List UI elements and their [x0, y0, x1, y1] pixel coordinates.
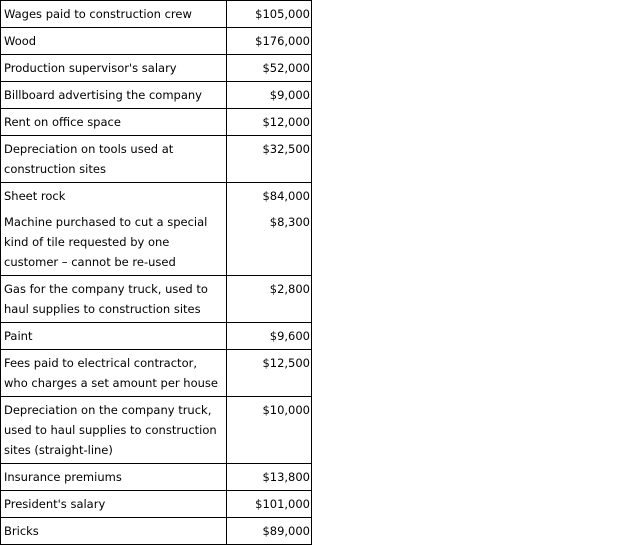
cost-item-amount: $12,500 [227, 350, 312, 397]
table-row [1, 1, 312, 28]
cost-item-label: Sheet rock [1, 183, 227, 210]
cost-item-amount: $12,000 [227, 109, 312, 136]
cost-item-amount: $52,000 [227, 55, 312, 82]
table-row [1, 82, 312, 109]
cost-item-amount: $176,000 [227, 28, 312, 55]
cost-item-label: Billboard advertising the company [1, 82, 227, 109]
cost-item-amount: $101,000 [227, 491, 312, 518]
table-row [1, 518, 312, 545]
cost-item-amount: $89,000 [227, 518, 312, 545]
table-row [1, 183, 312, 210]
cost-item-label: Depreciation on tools used at construction sites [1, 136, 227, 183]
cost-item-label: Wood [1, 28, 227, 55]
table-row [1, 28, 312, 55]
cost-item-label: Paint [1, 323, 227, 350]
cost-item-amount: $13,800 [227, 464, 312, 491]
cost-item-label: Fees paid to electrical contractor, who charges a set amount per house [1, 350, 227, 397]
table-row [1, 491, 312, 518]
cost-item-label: Machine purchased to cut a special kind of tile requested by one customer – cannot be re-used [1, 209, 227, 276]
cost-item-label: Depreciation on the company truck, used to haul supplies to construction sites (straight-line) [1, 397, 227, 464]
table-row [1, 464, 312, 491]
table-row [1, 276, 312, 323]
table-row [1, 136, 312, 183]
cost-item-label: Production supervisor's salary [1, 55, 227, 82]
table-row [1, 323, 312, 350]
cost-item-amount: $10,000 [227, 397, 312, 464]
cost-item-amount: $8,300 [227, 209, 312, 276]
table-row [1, 397, 312, 464]
cost-item-label: Wages paid to construction crew [1, 1, 227, 28]
cost-item-label: Gas for the company truck, used to haul supplies to construction sites [1, 276, 227, 323]
table-row [1, 350, 312, 397]
table-row [1, 55, 312, 82]
table-row [1, 109, 312, 136]
cost-item-amount: $32,500 [227, 136, 312, 183]
cost-item-amount: $2,800 [227, 276, 312, 323]
cost-item-amount: $9,600 [227, 323, 312, 350]
cost-item-label: Bricks [1, 518, 227, 545]
cost-item-amount: $84,000 [227, 183, 312, 210]
cost-item-amount: $105,000 [227, 1, 312, 28]
table-row [1, 209, 312, 276]
cost-item-label: Insurance premiums [1, 464, 227, 491]
cost-item-label: President's salary [1, 491, 227, 518]
cost-item-amount: $9,000 [227, 82, 312, 109]
cost-item-label: Rent on office space [1, 109, 227, 136]
cost-table [0, 0, 312, 545]
